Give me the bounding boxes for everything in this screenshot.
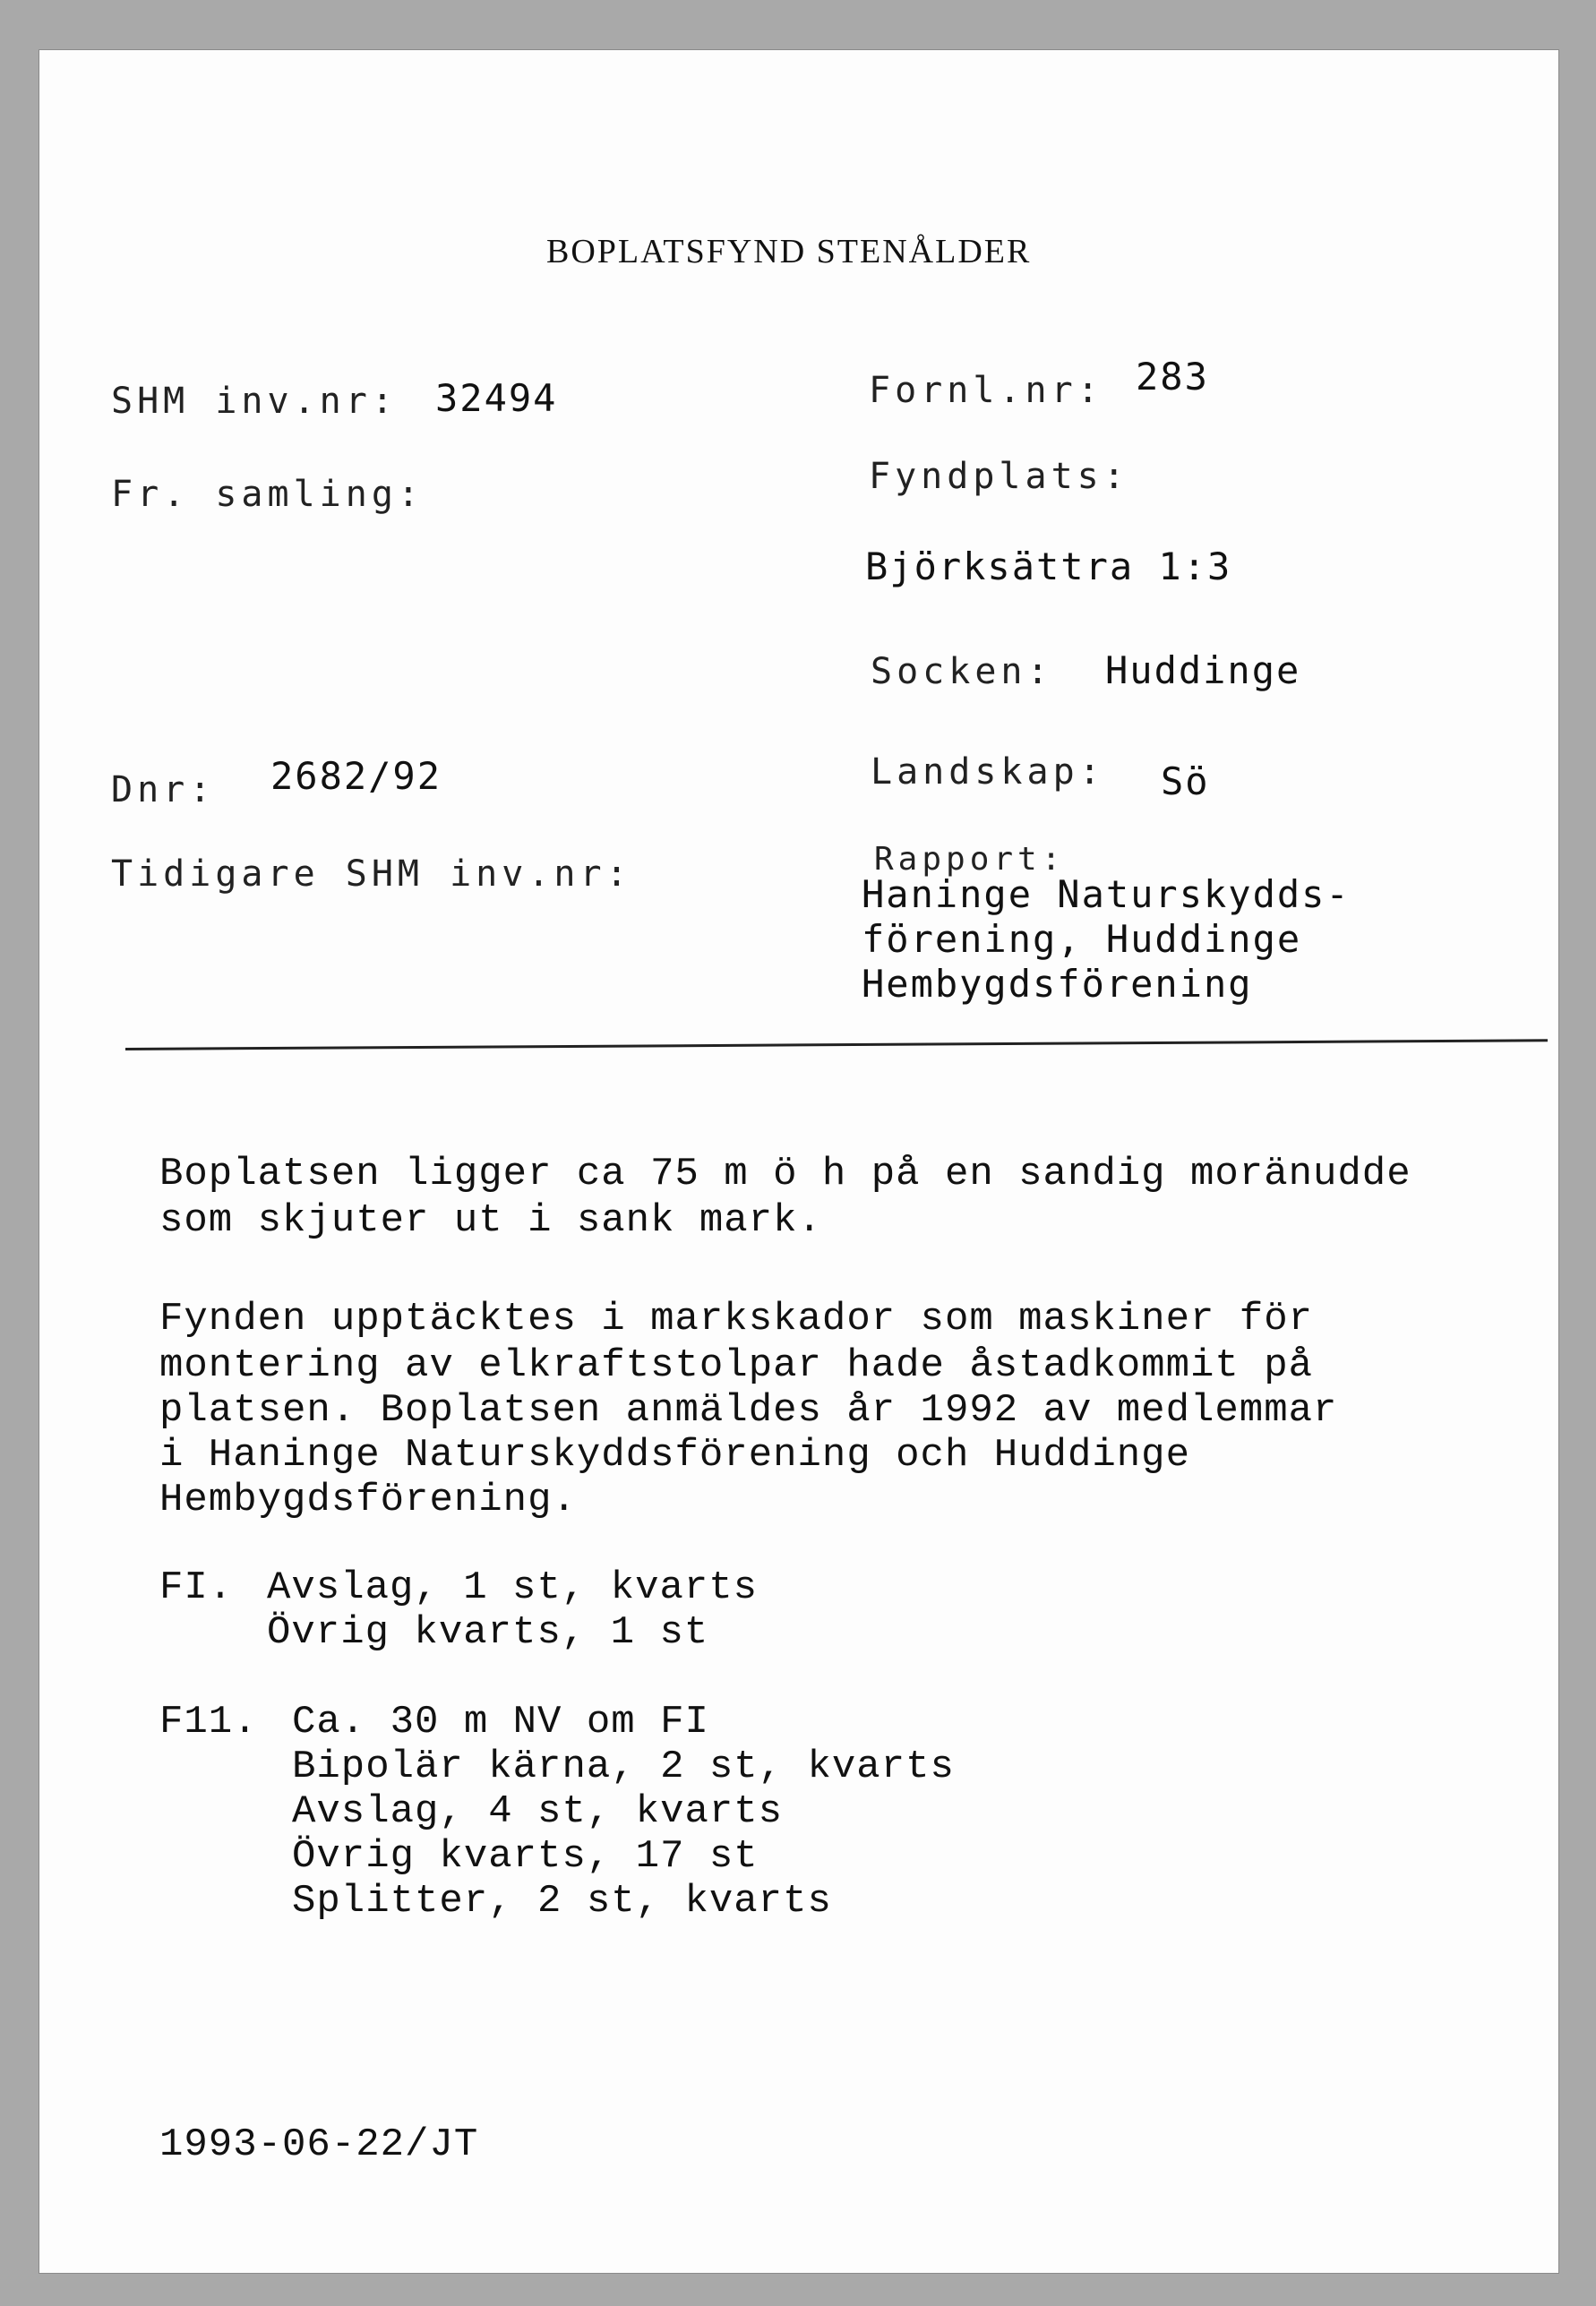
date-signature: 1993-06-22/JT — [159, 2122, 479, 2167]
paragraph-line: platsen. Boplatsen anmäldes år 1992 av medlemmar — [159, 1388, 1338, 1433]
rapport-line: Hembygdsförening — [862, 962, 1253, 1006]
paragraph-line: montering av elkraftstolpar hade åstadkommit på — [159, 1343, 1314, 1388]
paragraph-line: Fynden upptäcktes i markskador som maskiner för — [159, 1297, 1314, 1342]
find-line: Övrig kvarts, 17 st — [292, 1834, 759, 1879]
paragraph-line: Hembygdsförening. — [159, 1478, 577, 1522]
shm-inv-value: 32494 — [435, 376, 558, 420]
tidigare-shm-inv-label: Tidigare SHM inv.nr: — [111, 853, 632, 895]
shm-inv-label: SHM inv.nr: — [111, 381, 398, 422]
card-title: BOPLATSFYND STENÅLDER — [546, 233, 1032, 270]
paragraph-line: som skjuter ut i sank mark. — [159, 1198, 822, 1243]
fornl-value: 283 — [1136, 355, 1209, 399]
fr-samling-label: Fr. samling: — [111, 474, 424, 515]
find-line: Bipolär kärna, 2 st, kvarts — [292, 1745, 955, 1789]
fornl-label: Fornl.nr: — [869, 370, 1103, 411]
landskap-value: Sö — [1161, 759, 1210, 803]
find-line: Splitter, 2 st, kvarts — [292, 1879, 832, 1924]
find-line: Övrig kvarts, 1 st — [267, 1610, 709, 1655]
rapport-label: Rapport: — [874, 841, 1066, 878]
rapport-line: Haninge Naturskydds- — [862, 872, 1351, 916]
paragraph-line: i Haninge Naturskyddsförening och Huddinge — [159, 1433, 1190, 1478]
find-line: Ca. 30 m NV om FI — [292, 1700, 709, 1745]
rapport-line: förening, Huddinge — [862, 917, 1302, 961]
dnr-value: 2682/92 — [270, 754, 442, 798]
socken-label: Socken: — [871, 651, 1053, 692]
landskap-label: Landskap: — [871, 751, 1105, 793]
find-id: FI. — [159, 1565, 234, 1610]
find-id: F11. — [159, 1700, 258, 1745]
fyndplats-value: Björksättra 1:3 — [865, 544, 1232, 588]
socken-value: Huddinge — [1105, 648, 1301, 692]
find-line: Avslag, 1 st, kvarts — [267, 1565, 759, 1610]
paragraph-line: Boplatsen ligger ca 75 m ö h på en sandig moränudde — [159, 1152, 1412, 1196]
fyndplats-label: Fyndplats: — [869, 456, 1129, 497]
dnr-label: Dnr: — [111, 769, 216, 810]
find-line: Avslag, 4 st, kvarts — [292, 1789, 784, 1834]
